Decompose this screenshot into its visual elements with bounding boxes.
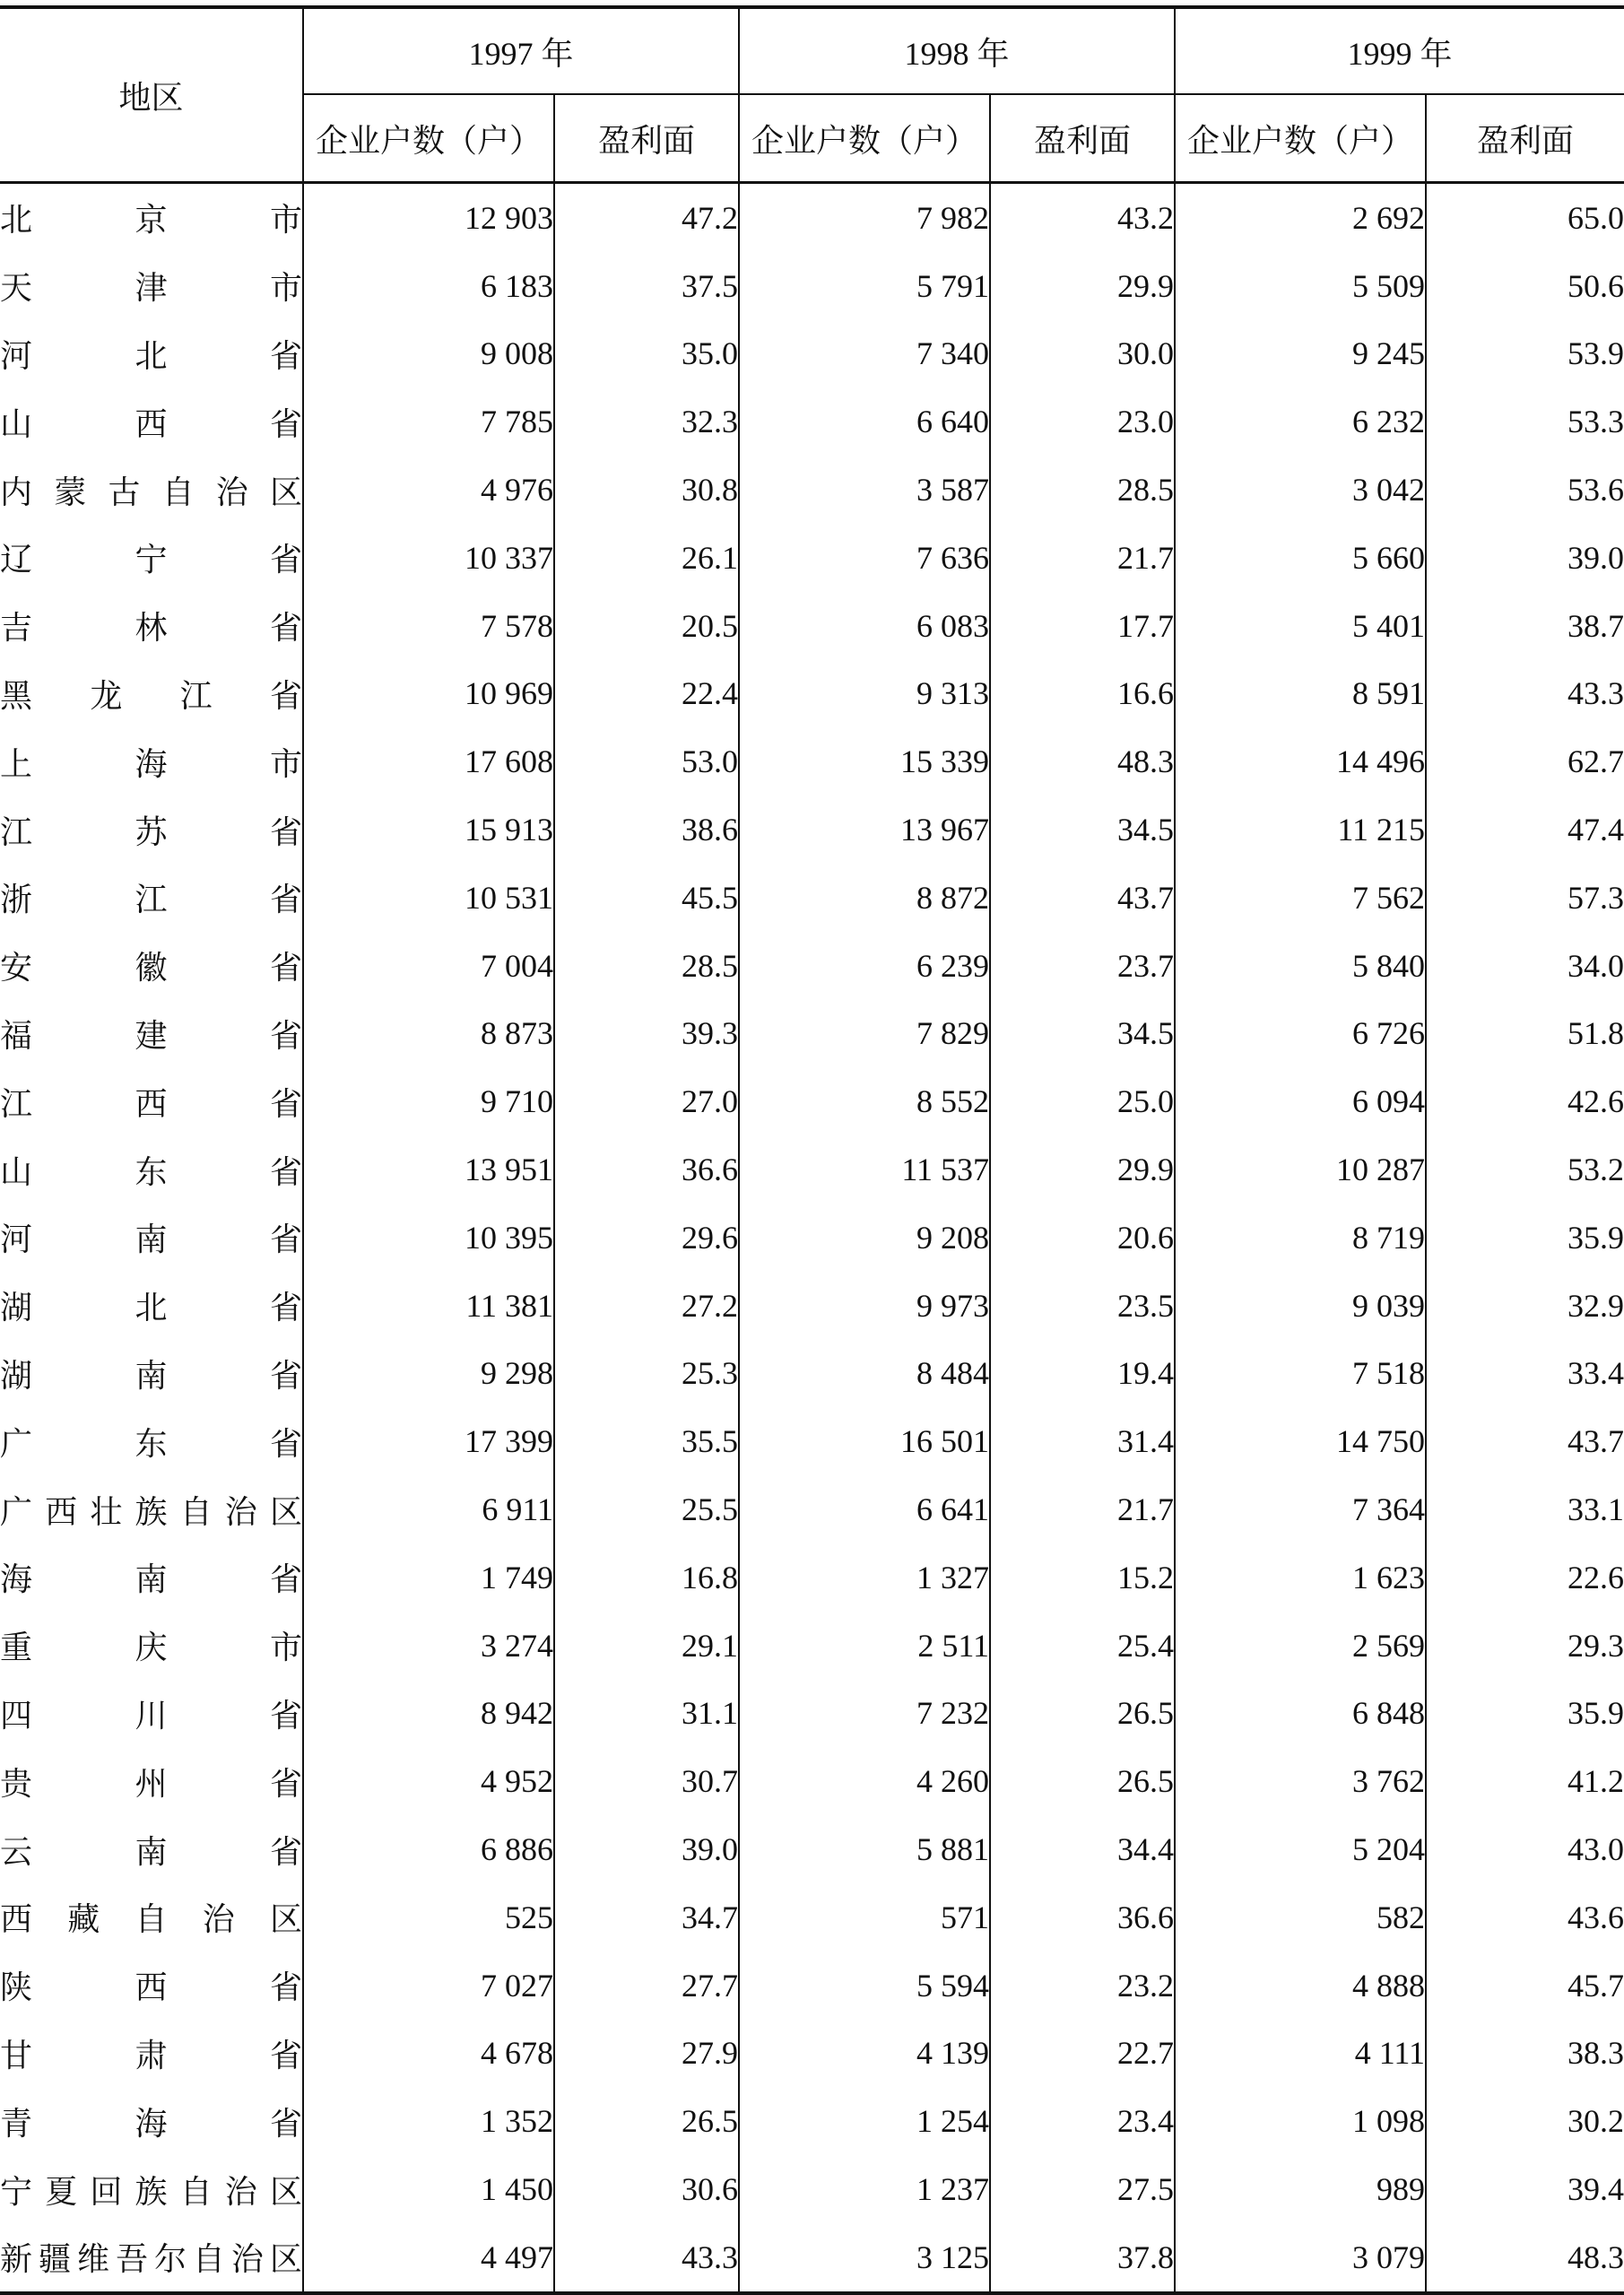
profit-ratio-cell: 29.9 bbox=[990, 1135, 1175, 1204]
count-cell: 9 298 bbox=[303, 1340, 554, 1408]
region-name: 河 北 省 bbox=[0, 337, 302, 374]
table-row bbox=[0, 183, 1624, 252]
profit-ratio-cell: 35.0 bbox=[554, 320, 739, 388]
count-cell: 1 352 bbox=[303, 2087, 554, 2155]
region-cell bbox=[0, 252, 303, 320]
count-cell: 10 337 bbox=[303, 524, 554, 592]
table-row bbox=[0, 592, 1624, 660]
count-cell: 5 840 bbox=[1175, 932, 1426, 1000]
region-name: 安 徽 省 bbox=[0, 950, 302, 987]
region-name: 新 疆 维 吾 尔 自 治 区 bbox=[0, 2241, 302, 2278]
count-cell: 8 872 bbox=[739, 864, 990, 932]
table-row bbox=[0, 660, 1624, 728]
profit-ratio-cell: 15.2 bbox=[990, 1543, 1175, 1612]
profit-ratio-cell: 30.8 bbox=[554, 456, 739, 524]
profit-ratio-cell: 32.9 bbox=[1426, 1272, 1624, 1340]
region-name: 甘 肃 省 bbox=[0, 2037, 302, 2073]
profit-ratio-cell: 65.0 bbox=[1426, 183, 1624, 252]
profit-ratio-cell: 43.2 bbox=[990, 183, 1175, 252]
count-cell: 2 569 bbox=[1175, 1612, 1426, 1680]
count-cell: 17 608 bbox=[303, 727, 554, 795]
year-header-1997: 1997 年 bbox=[303, 7, 739, 94]
table-row bbox=[0, 1612, 1624, 1680]
count-cell: 7 232 bbox=[739, 1680, 990, 1748]
region-name: 广 西 壮 族 自 治 区 bbox=[0, 1493, 302, 1530]
profit-ratio-cell: 39.0 bbox=[1426, 524, 1624, 592]
count-cell: 4 260 bbox=[739, 1747, 990, 1815]
profit-ratio-cell: 53.9 bbox=[1426, 320, 1624, 388]
region-name: 湖 北 省 bbox=[0, 1290, 302, 1326]
profit-ratio-cell: 22.4 bbox=[554, 660, 739, 728]
profit-ratio-cell: 36.6 bbox=[554, 1135, 739, 1204]
count-cell: 4 139 bbox=[739, 2020, 990, 2088]
profit-ratio-cell: 19.4 bbox=[990, 1340, 1175, 1408]
profit-ratio-cell: 33.1 bbox=[1426, 1475, 1624, 1543]
table-row bbox=[0, 1204, 1624, 1272]
profit-ratio-cell: 34.0 bbox=[1426, 932, 1624, 1000]
table-row bbox=[0, 932, 1624, 1000]
table-row bbox=[0, 1407, 1624, 1475]
region-header: 地区 bbox=[0, 7, 303, 183]
count-cell: 10 287 bbox=[1175, 1135, 1426, 1204]
region-cell bbox=[0, 1340, 303, 1408]
table-row bbox=[0, 1135, 1624, 1204]
profit-ratio-header: 盈利面 bbox=[990, 94, 1175, 183]
count-cell: 7 829 bbox=[739, 1000, 990, 1068]
count-cell: 525 bbox=[303, 1883, 554, 1952]
region-name: 内 蒙 古 自 治 区 bbox=[0, 474, 302, 510]
table-row bbox=[0, 1000, 1624, 1068]
count-cell: 11 537 bbox=[739, 1135, 990, 1204]
region-name: 山 东 省 bbox=[0, 1153, 302, 1190]
region-name: 天 津 市 bbox=[0, 270, 302, 307]
count-cell: 1 749 bbox=[303, 1543, 554, 1612]
region-cell bbox=[0, 183, 303, 252]
profit-ratio-cell: 43.0 bbox=[1426, 1815, 1624, 1883]
profit-ratio-cell: 23.0 bbox=[990, 387, 1175, 456]
profit-ratio-cell: 33.4 bbox=[1426, 1340, 1624, 1408]
count-cell: 3 042 bbox=[1175, 456, 1426, 524]
count-cell: 8 591 bbox=[1175, 660, 1426, 728]
table-row bbox=[0, 1680, 1624, 1748]
profit-ratio-cell: 35.5 bbox=[554, 1407, 739, 1475]
data-table bbox=[0, 5, 1624, 2295]
table-row bbox=[0, 2223, 1624, 2293]
profit-ratio-cell: 30.0 bbox=[990, 320, 1175, 388]
count-cell: 14 750 bbox=[1175, 1407, 1426, 1475]
profit-ratio-cell: 27.0 bbox=[554, 1067, 739, 1135]
profit-ratio-cell: 20.5 bbox=[554, 592, 739, 660]
region-name: 江 西 省 bbox=[0, 1085, 302, 1122]
region-cell bbox=[0, 2020, 303, 2088]
profit-ratio-header: 盈利面 bbox=[554, 94, 739, 183]
count-cell: 15 913 bbox=[303, 795, 554, 864]
region-name: 河 南 省 bbox=[0, 1221, 302, 1258]
count-cell: 582 bbox=[1175, 1883, 1426, 1952]
count-cell: 16 501 bbox=[739, 1407, 990, 1475]
table-row bbox=[0, 1340, 1624, 1408]
count-cell: 1 327 bbox=[739, 1543, 990, 1612]
profit-ratio-cell: 29.3 bbox=[1426, 1612, 1624, 1680]
count-cell: 3 079 bbox=[1175, 2223, 1426, 2293]
count-cell: 7 636 bbox=[739, 524, 990, 592]
count-cell: 3 762 bbox=[1175, 1747, 1426, 1815]
count-cell: 10 969 bbox=[303, 660, 554, 728]
profit-ratio-cell: 39.4 bbox=[1426, 2155, 1624, 2223]
profit-ratio-cell: 23.7 bbox=[990, 932, 1175, 1000]
count-cell: 5 594 bbox=[739, 1952, 990, 2020]
region-cell bbox=[0, 932, 303, 1000]
count-cell: 4 497 bbox=[303, 2223, 554, 2293]
table-row bbox=[0, 1475, 1624, 1543]
count-cell: 7 518 bbox=[1175, 1340, 1426, 1408]
profit-ratio-cell: 37.8 bbox=[990, 2223, 1175, 2293]
profit-ratio-cell: 25.3 bbox=[554, 1340, 739, 1408]
region-cell bbox=[0, 1204, 303, 1272]
count-cell: 11 381 bbox=[303, 1272, 554, 1340]
profit-ratio-cell: 53.0 bbox=[554, 727, 739, 795]
profit-ratio-header: 盈利面 bbox=[1426, 94, 1624, 183]
region-cell bbox=[0, 660, 303, 728]
profit-ratio-cell: 39.0 bbox=[554, 1815, 739, 1883]
count-header: 企业户数（户） bbox=[1175, 94, 1426, 183]
profit-ratio-cell: 34.5 bbox=[990, 795, 1175, 864]
table-row bbox=[0, 727, 1624, 795]
table-row bbox=[0, 320, 1624, 388]
count-cell: 6 640 bbox=[739, 387, 990, 456]
table-row bbox=[0, 795, 1624, 864]
profit-ratio-cell: 25.5 bbox=[554, 1475, 739, 1543]
profit-ratio-cell: 27.7 bbox=[554, 1952, 739, 2020]
profit-ratio-cell: 32.3 bbox=[554, 387, 739, 456]
count-cell: 7 004 bbox=[303, 932, 554, 1000]
count-cell: 7 027 bbox=[303, 1952, 554, 2020]
profit-ratio-cell: 16.6 bbox=[990, 660, 1175, 728]
profit-ratio-cell: 57.3 bbox=[1426, 864, 1624, 932]
count-cell: 11 215 bbox=[1175, 795, 1426, 864]
profit-ratio-cell: 45.7 bbox=[1426, 1952, 1624, 2020]
profit-ratio-cell: 21.7 bbox=[990, 524, 1175, 592]
table-row bbox=[0, 864, 1624, 932]
profit-ratio-cell: 41.2 bbox=[1426, 1747, 1624, 1815]
count-cell: 8 552 bbox=[739, 1067, 990, 1135]
region-cell bbox=[0, 320, 303, 388]
region-name: 广 东 省 bbox=[0, 1425, 302, 1462]
profit-ratio-cell: 48.3 bbox=[990, 727, 1175, 795]
region-name: 浙 江 省 bbox=[0, 882, 302, 918]
region-cell bbox=[0, 592, 303, 660]
region-cell bbox=[0, 1680, 303, 1748]
table-row bbox=[0, 1883, 1624, 1952]
count-cell: 1 254 bbox=[739, 2087, 990, 2155]
region-name: 北 京 市 bbox=[0, 202, 302, 239]
region-cell bbox=[0, 1543, 303, 1612]
profit-ratio-cell: 29.9 bbox=[990, 252, 1175, 320]
count-cell: 1 623 bbox=[1175, 1543, 1426, 1612]
region-cell bbox=[0, 1067, 303, 1135]
count-cell: 4 678 bbox=[303, 2020, 554, 2088]
count-cell: 1 098 bbox=[1175, 2087, 1426, 2155]
count-cell: 6 239 bbox=[739, 932, 990, 1000]
table-row bbox=[0, 1952, 1624, 2020]
count-cell: 6 848 bbox=[1175, 1680, 1426, 1748]
count-cell: 5 791 bbox=[739, 252, 990, 320]
profit-ratio-cell: 43.3 bbox=[554, 2223, 739, 2293]
count-cell: 7 364 bbox=[1175, 1475, 1426, 1543]
profit-ratio-cell: 22.6 bbox=[1426, 1543, 1624, 1612]
count-cell: 1 450 bbox=[303, 2155, 554, 2223]
table-row bbox=[0, 1815, 1624, 1883]
profit-ratio-cell: 37.5 bbox=[554, 252, 739, 320]
table-row bbox=[0, 2155, 1624, 2223]
profit-ratio-cell: 45.5 bbox=[554, 864, 739, 932]
region-cell bbox=[0, 524, 303, 592]
table-row bbox=[0, 1067, 1624, 1135]
table-row bbox=[0, 387, 1624, 456]
count-cell: 5 881 bbox=[739, 1815, 990, 1883]
count-cell: 6 232 bbox=[1175, 387, 1426, 456]
count-cell: 6 726 bbox=[1175, 1000, 1426, 1068]
count-cell: 13 967 bbox=[739, 795, 990, 864]
profit-ratio-cell: 35.9 bbox=[1426, 1204, 1624, 1272]
count-cell: 3 125 bbox=[739, 2223, 990, 2293]
region-cell bbox=[0, 1612, 303, 1680]
region-name: 黑 龙 江 省 bbox=[0, 677, 302, 714]
count-cell: 7 785 bbox=[303, 387, 554, 456]
region-name: 云 南 省 bbox=[0, 1833, 302, 1870]
table-row bbox=[0, 2020, 1624, 2088]
profit-ratio-cell: 47.4 bbox=[1426, 795, 1624, 864]
region-cell bbox=[0, 1883, 303, 1952]
region-cell bbox=[0, 387, 303, 456]
count-cell: 10 531 bbox=[303, 864, 554, 932]
count-cell: 4 888 bbox=[1175, 1952, 1426, 2020]
profit-ratio-cell: 22.7 bbox=[990, 2020, 1175, 2088]
profit-ratio-cell: 30.7 bbox=[554, 1747, 739, 1815]
count-cell: 14 496 bbox=[1175, 727, 1426, 795]
table-body bbox=[0, 183, 1624, 2293]
profit-ratio-cell: 23.5 bbox=[990, 1272, 1175, 1340]
count-cell: 6 911 bbox=[303, 1475, 554, 1543]
table-row bbox=[0, 252, 1624, 320]
region-cell bbox=[0, 727, 303, 795]
region-cell bbox=[0, 456, 303, 524]
profit-ratio-cell: 25.4 bbox=[990, 1612, 1175, 1680]
profit-ratio-cell: 30.2 bbox=[1426, 2087, 1624, 2155]
region-cell bbox=[0, 1475, 303, 1543]
count-cell: 13 951 bbox=[303, 1135, 554, 1204]
profit-ratio-cell: 27.5 bbox=[990, 2155, 1175, 2223]
region-name: 福 建 省 bbox=[0, 1017, 302, 1054]
count-cell: 2 692 bbox=[1175, 183, 1426, 252]
count-cell: 7 340 bbox=[739, 320, 990, 388]
table-row bbox=[0, 1747, 1624, 1815]
region-name: 山 西 省 bbox=[0, 405, 302, 442]
table-row bbox=[0, 1543, 1624, 1612]
profit-ratio-cell: 43.3 bbox=[1426, 660, 1624, 728]
region-name: 吉 林 省 bbox=[0, 610, 302, 647]
profit-ratio-cell: 23.2 bbox=[990, 1952, 1175, 2020]
region-name: 贵 州 省 bbox=[0, 1765, 302, 1802]
region-cell bbox=[0, 2223, 303, 2293]
region-cell bbox=[0, 2155, 303, 2223]
profit-ratio-cell: 43.6 bbox=[1426, 1883, 1624, 1952]
region-name: 四 川 省 bbox=[0, 1697, 302, 1734]
profit-ratio-cell: 30.6 bbox=[554, 2155, 739, 2223]
profit-ratio-cell: 43.7 bbox=[1426, 1407, 1624, 1475]
count-cell: 15 339 bbox=[739, 727, 990, 795]
profit-ratio-cell: 43.7 bbox=[990, 864, 1175, 932]
region-name: 重 庆 市 bbox=[0, 1630, 302, 1666]
count-cell: 5 660 bbox=[1175, 524, 1426, 592]
profit-ratio-cell: 35.9 bbox=[1426, 1680, 1624, 1748]
table-row bbox=[0, 1272, 1624, 1340]
count-cell: 9 710 bbox=[303, 1067, 554, 1135]
region-cell bbox=[0, 1815, 303, 1883]
year-header-1998: 1998 年 bbox=[739, 7, 1175, 94]
region-name: 上 海 市 bbox=[0, 745, 302, 782]
region-name: 陕 西 省 bbox=[0, 1969, 302, 2006]
count-cell: 8 484 bbox=[739, 1340, 990, 1408]
profit-ratio-cell: 38.6 bbox=[554, 795, 739, 864]
count-cell: 5 401 bbox=[1175, 592, 1426, 660]
profit-ratio-cell: 38.3 bbox=[1426, 2020, 1624, 2088]
profit-ratio-cell: 38.7 bbox=[1426, 592, 1624, 660]
count-cell: 8 719 bbox=[1175, 1204, 1426, 1272]
profit-ratio-cell: 27.2 bbox=[554, 1272, 739, 1340]
profit-ratio-cell: 34.4 bbox=[990, 1815, 1175, 1883]
profit-ratio-cell: 28.5 bbox=[554, 932, 739, 1000]
profit-ratio-cell: 53.6 bbox=[1426, 456, 1624, 524]
profit-ratio-cell: 51.8 bbox=[1426, 1000, 1624, 1068]
profit-ratio-cell: 16.8 bbox=[554, 1543, 739, 1612]
count-cell: 6 886 bbox=[303, 1815, 554, 1883]
count-cell: 10 395 bbox=[303, 1204, 554, 1272]
profit-ratio-cell: 62.7 bbox=[1426, 727, 1624, 795]
region-name: 江 苏 省 bbox=[0, 813, 302, 850]
region-cell bbox=[0, 1747, 303, 1815]
profit-ratio-cell: 53.2 bbox=[1426, 1135, 1624, 1204]
profit-ratio-cell: 31.1 bbox=[554, 1680, 739, 1748]
region-cell bbox=[0, 1135, 303, 1204]
region-cell bbox=[0, 1000, 303, 1068]
region-name: 西 藏 自 治 区 bbox=[0, 1901, 302, 1938]
count-cell: 7 562 bbox=[1175, 864, 1426, 932]
region-name: 宁 夏 回 族 自 治 区 bbox=[0, 2173, 302, 2210]
profit-ratio-cell: 42.6 bbox=[1426, 1067, 1624, 1135]
count-cell: 9 008 bbox=[303, 320, 554, 388]
count-cell: 9 208 bbox=[739, 1204, 990, 1272]
region-cell bbox=[0, 2087, 303, 2155]
region-cell bbox=[0, 1407, 303, 1475]
count-cell: 989 bbox=[1175, 2155, 1426, 2223]
profit-ratio-cell: 26.5 bbox=[990, 1680, 1175, 1748]
region-name: 青 海 省 bbox=[0, 2105, 302, 2142]
count-header: 企业户数（户） bbox=[303, 94, 554, 183]
profit-ratio-cell: 31.4 bbox=[990, 1407, 1175, 1475]
profit-ratio-cell: 23.4 bbox=[990, 2087, 1175, 2155]
profit-ratio-cell: 47.2 bbox=[554, 183, 739, 252]
profit-ratio-cell: 25.0 bbox=[990, 1067, 1175, 1135]
count-cell: 8 942 bbox=[303, 1680, 554, 1748]
count-cell: 9 973 bbox=[739, 1272, 990, 1340]
count-cell: 9 313 bbox=[739, 660, 990, 728]
count-cell: 8 873 bbox=[303, 1000, 554, 1068]
profit-ratio-cell: 26.5 bbox=[990, 1747, 1175, 1815]
region-cell bbox=[0, 795, 303, 864]
count-cell: 2 511 bbox=[739, 1612, 990, 1680]
region-name: 湖 南 省 bbox=[0, 1357, 302, 1394]
count-cell: 6 183 bbox=[303, 252, 554, 320]
count-cell: 4 976 bbox=[303, 456, 554, 524]
profit-ratio-cell: 34.5 bbox=[990, 1000, 1175, 1068]
count-cell: 571 bbox=[739, 1883, 990, 1952]
year-header-1999: 1999 年 bbox=[1175, 7, 1624, 94]
count-cell: 1 237 bbox=[739, 2155, 990, 2223]
count-cell: 4 111 bbox=[1175, 2020, 1426, 2088]
count-cell: 17 399 bbox=[303, 1407, 554, 1475]
count-cell: 3 587 bbox=[739, 456, 990, 524]
table-row bbox=[0, 2087, 1624, 2155]
profit-ratio-cell: 29.1 bbox=[554, 1612, 739, 1680]
count-cell: 6 094 bbox=[1175, 1067, 1426, 1135]
count-cell: 9 245 bbox=[1175, 320, 1426, 388]
profit-ratio-cell: 48.3 bbox=[1426, 2223, 1624, 2293]
count-cell: 9 039 bbox=[1175, 1272, 1426, 1340]
profit-ratio-cell: 29.6 bbox=[554, 1204, 739, 1272]
count-cell: 12 903 bbox=[303, 183, 554, 252]
profit-ratio-cell: 39.3 bbox=[554, 1000, 739, 1068]
region-name: 海 南 省 bbox=[0, 1561, 302, 1598]
count-cell: 7 578 bbox=[303, 592, 554, 660]
region-name: 辽 宁 省 bbox=[0, 542, 302, 578]
count-cell: 5 509 bbox=[1175, 252, 1426, 320]
count-cell: 6 641 bbox=[739, 1475, 990, 1543]
profit-ratio-cell: 36.6 bbox=[990, 1883, 1175, 1952]
count-cell: 6 083 bbox=[739, 592, 990, 660]
region-cell bbox=[0, 1952, 303, 2020]
table-row bbox=[0, 456, 1624, 524]
profit-ratio-cell: 26.5 bbox=[554, 2087, 739, 2155]
count-cell: 3 274 bbox=[303, 1612, 554, 1680]
profit-ratio-cell: 27.9 bbox=[554, 2020, 739, 2088]
profit-ratio-cell: 53.3 bbox=[1426, 387, 1624, 456]
count-cell: 5 204 bbox=[1175, 1815, 1426, 1883]
header-year-row bbox=[0, 7, 1624, 94]
profit-ratio-cell: 28.5 bbox=[990, 456, 1175, 524]
count-cell: 4 952 bbox=[303, 1747, 554, 1815]
region-cell bbox=[0, 1272, 303, 1340]
profit-ratio-cell: 26.1 bbox=[554, 524, 739, 592]
profit-ratio-cell: 50.6 bbox=[1426, 252, 1624, 320]
count-header: 企业户数（户） bbox=[739, 94, 990, 183]
table-row bbox=[0, 524, 1624, 592]
profit-ratio-cell: 17.7 bbox=[990, 592, 1175, 660]
profit-ratio-cell: 34.7 bbox=[554, 1883, 739, 1952]
count-cell: 7 982 bbox=[739, 183, 990, 252]
profit-ratio-cell: 20.6 bbox=[990, 1204, 1175, 1272]
region-cell bbox=[0, 864, 303, 932]
profit-ratio-cell: 21.7 bbox=[990, 1475, 1175, 1543]
